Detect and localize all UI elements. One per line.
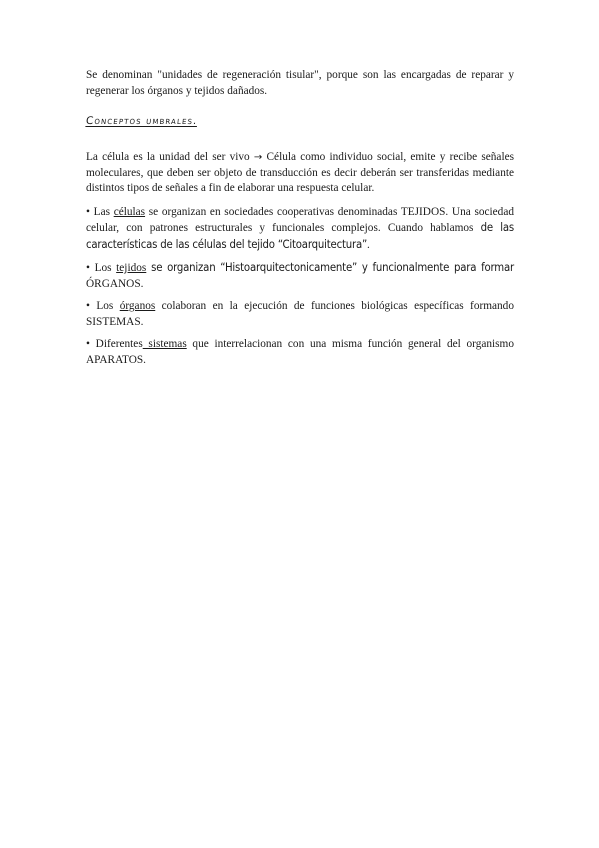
bullet-tissues	[86, 260, 514, 292]
bullet-prefix: • Diferentes	[86, 338, 143, 350]
term-cells: células	[113, 205, 146, 218]
term-organs: órganos	[119, 300, 156, 312]
right-arrow-icon: →	[253, 152, 263, 163]
bullet-text: que interrelacionan con una misma función general del organismo APARATOS.	[86, 338, 514, 366]
bullet-prefix: • Los	[86, 262, 117, 274]
bullet-organs	[86, 299, 514, 330]
term-systems: sistemas	[142, 338, 187, 350]
bullet-condensed-text: se organizan “Histoarquitectonicamente” y funcionalmente para formar	[146, 261, 514, 274]
bullet-text: colaboran en la ejecución de funciones biológicas específicas formando SISTEMAS.	[86, 300, 514, 328]
bullet-tail: .	[367, 238, 370, 251]
section-heading: Conceptos umbrales.	[85, 115, 199, 127]
bullet-tail: ÓRGANOS.	[86, 277, 144, 290]
bullet-prefix: • Los	[86, 300, 120, 312]
term-tissues: tejidos	[116, 262, 147, 274]
bullet-prefix: • Las	[86, 205, 114, 218]
document-body	[86, 68, 514, 375]
bullet-text: se organizan en sociedades cooperativas denominadas TEJIDOS. Una sociedad celular, con patrones estructurales y funcionales complejos. Cuando hablamos	[86, 205, 514, 234]
bullet-cells	[86, 205, 514, 254]
cell-paragraph	[86, 150, 514, 197]
bullet-condensed-text: de las características de las células del tejido “Citoarquitectura”	[86, 221, 514, 251]
cell-paragraph-part1: La célula es la unidad del ser vivo	[86, 151, 254, 163]
intro-paragraph: Se denominan "unidades de regeneración tisular", porque son las encargadas de reparar y regenerar los órganos y tejidos dañados.	[86, 69, 514, 97]
cell-paragraph-part2: Célula como individuo social, emite y recibe señales moleculares, que deben ser objeto de transducción es decir deberán ser transferidas mediante distintos tipos de señales a fin de elaborar una respuesta celular.	[86, 151, 514, 194]
bullet-systems	[86, 337, 514, 368]
